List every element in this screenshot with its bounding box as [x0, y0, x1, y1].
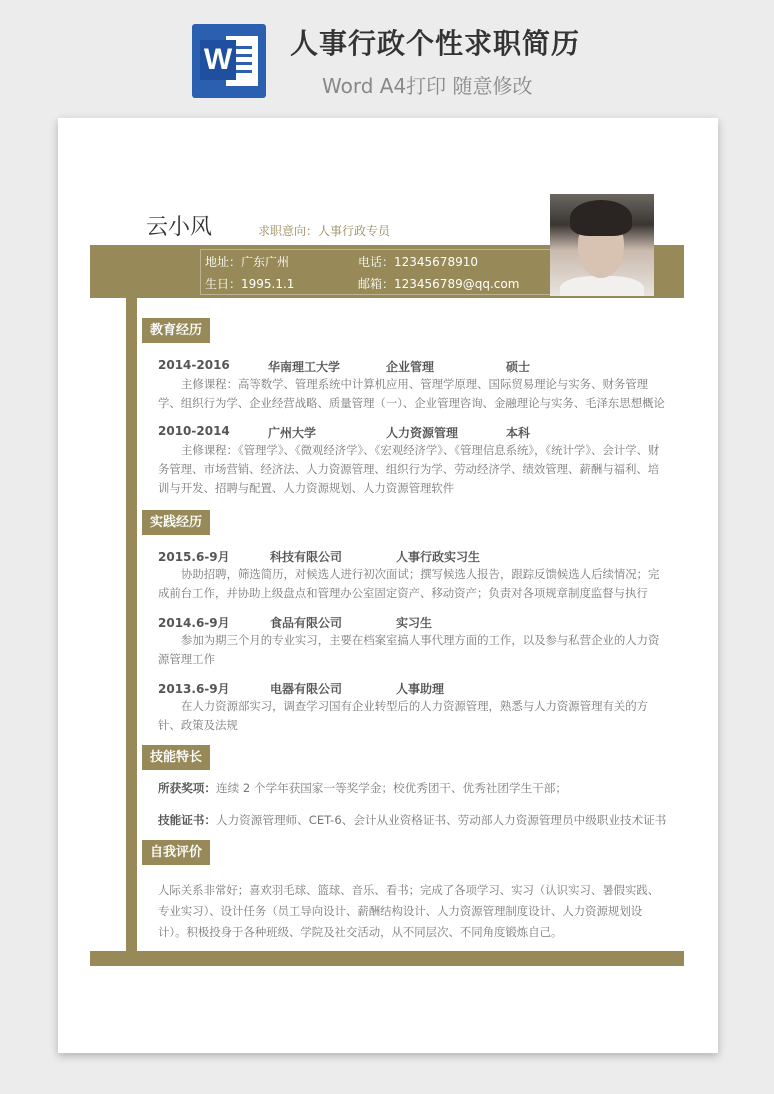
email: 邮箱：123456789@qq.com: [358, 277, 520, 291]
job-role: 人事行政实习生: [396, 550, 481, 564]
edu-courses: 主修课程：《管理学》、《微观经济学》、《宏观经济学》、《管理信息系统》，《统计学》、会计学、财务管理、市场营销、经济法、人力资源管理、组织行为学、劳动经济学、绩效管理、薪酬与福利、培训与开发、招聘与配置、人力资源规划、人力资源管理软件: [158, 443, 660, 495]
bottom-bar: [90, 951, 684, 966]
job-role: 实习生: [396, 616, 433, 630]
section-self: 自我评价: [142, 840, 210, 865]
edu-school: 华南理工大学: [268, 360, 341, 374]
job-period: 2014.6-9月: [158, 616, 230, 630]
profile-photo: [550, 194, 654, 296]
phone: 电话：12345678910: [358, 255, 478, 269]
job-period: 2013.6-9月: [158, 682, 230, 696]
job-company: 科技有限公司: [270, 550, 343, 564]
certs-value: 人力资源管理师、CET-6、会计从业资格证书、劳动部人力资源管理员中级职业技术证书: [215, 813, 667, 827]
awards-line: [158, 780, 567, 796]
timeline-spine: [126, 296, 137, 951]
job-role: 人事助理: [396, 682, 445, 696]
banner-title: 人事行政个性求职简历: [290, 27, 581, 60]
banner-subtitle: Word A4打印 随意修改: [322, 74, 533, 98]
job-desc: 协助招聘，筛选简历，对候选人进行初次面试；撰写候选人报告，跟踪反馈候选人后续情况；完成前台工作，并协助上级盘点和管理办公室固定资产、移动资产；负责对各项规章制度监督与执行: [158, 567, 660, 600]
job-desc: 参加为期三个月的专业实习，主要在档案室搞人事代理方面的工作，以及参与私营企业的人力资源管理工作: [158, 633, 660, 666]
self-evaluation: 人际关系非常好；喜欢羽毛球、篮球、音乐、看书；完成了各项学习、实习（认识实习、暑假实践、专业实习）、设计任务（员工导向设计、薪酬结构设计、人力资源管理制度设计、人力资源规划设计）。积极投身于各种班级、学院及社交活动，从不同层次、不同角度锻炼自己。: [158, 883, 660, 939]
word-letter: W: [200, 40, 236, 80]
job-company: 电器有限公司: [270, 682, 343, 696]
edu-major: 人力资源管理: [386, 426, 459, 440]
awards-key: 所获奖项：: [158, 781, 216, 795]
job-intent: 求职意向：人事行政专员: [258, 224, 391, 238]
address: 地址：广东广州: [205, 255, 290, 269]
candidate-name: 云小风: [146, 215, 213, 240]
edu-period: 2014-2016: [158, 358, 230, 372]
certs-line: [158, 812, 666, 828]
job-period: 2015.6-9月: [158, 550, 230, 564]
edu-degree: 硕士: [506, 360, 531, 374]
section-education: 教育经历: [142, 318, 210, 343]
job-desc: 在人力资源部实习，调查学习国有企业转型后的人力资源管理，熟悉与人力资源管理有关的方针、政策及法规: [158, 699, 649, 732]
word-icon: [192, 24, 266, 98]
job-company: 食品有限公司: [270, 616, 343, 630]
resume-page: [58, 118, 718, 1053]
edu-degree: 本科: [506, 426, 531, 440]
section-skills: 技能特长: [142, 745, 210, 770]
top-banner: [0, 0, 774, 110]
edu-courses: 主修课程：高等数学、管理系统中计算机应用、管理学原理、国际贸易理论与实务、财务管理学、组织行为学、企业经营战略、质量管理（一）、企业管理咨询、金融理论与实务、毛泽东思想概论: [158, 377, 665, 410]
birth-date: 生日：1995.1.1: [205, 277, 295, 291]
edu-school: 广州大学: [268, 426, 317, 440]
certs-key: 技能证书：: [158, 813, 216, 827]
edu-major: 企业管理: [386, 360, 435, 374]
section-practice: 实践经历: [142, 510, 210, 535]
edu-period: 2010-2014: [158, 424, 230, 438]
awards-value: 连续 2 个学年获国家一等奖学金；校优秀团干、优秀社团学生干部；: [215, 781, 567, 795]
